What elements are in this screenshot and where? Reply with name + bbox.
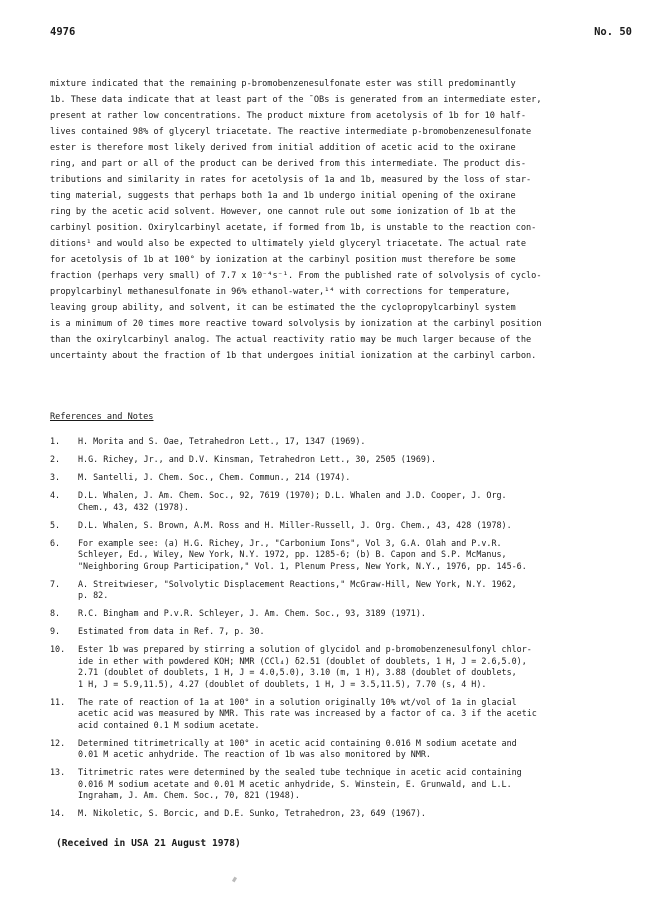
reference-number: 8. — [50, 608, 61, 618]
body-line: leaving group ability, and solvent, it can be estimated the the cyclopropylcarbinyl system — [50, 303, 516, 313]
body-line: is a minimum of 20 times more reactive toward solvolysis by ionization at the carbinyl position — [50, 319, 542, 329]
reference-text: Determined titrimetrically at 100° in acetic acid containing 0.016 M sodium acetate and 0.01 M acetic anhydride. The reaction of 1b was also monitored by NMR. — [78, 737, 517, 759]
body-line: ring by the acetic acid solvent. However, one cannot rule out some ionization of 1b at the — [50, 207, 516, 217]
reference-number: 6. — [50, 537, 61, 548]
reference-text: M. Nikoletic, S. Borcic, and D.E. Sunko, Tetrahedron, 23, 649 (1967). — [78, 808, 426, 818]
reference-number: 2. — [50, 454, 61, 464]
reference-number: 7. — [50, 578, 61, 589]
reference-number: 12. — [50, 737, 66, 748]
body-line: lives contained 98% of glyceryl triacetate. The reactive intermediate p-bromobenzenesulfonate — [50, 127, 532, 137]
reference-number: 9. — [50, 626, 61, 636]
reference-text: Ester 1b was prepared by stirring a solution of glycidol and p-bromobenzenesulfonyl chlor- ide in ether with powdered KOH; NMR (CCl₄) δ2.51 (doublet of doublets, 1 H, J = 2.6,5.0), 2.71 (doublet of doublets, 1 H, J = 4.0,5.0), 3.10 (m, 1 H), 3.88 (doublet of doublets, 1 H, J = 5.9,11.5), 4.27 (doublet of doublets, 1 H, J = 3.5,11.5), 7.70 (s, 4 H). — [78, 644, 532, 689]
reference-text: H.G. Richey, Jr., and D.V. Kinsman, Tetrahedron Lett., 30, 2505 (1969). — [78, 454, 436, 464]
body-line: carbinyl position. Oxirylcarbinyl acetate, if formed from 1b, is unstable to the reaction con- — [50, 223, 537, 233]
body-line: ditions¹ and would also be expected to ultimately yield glyceryl triacetate. The actual rate — [50, 239, 526, 249]
reference-text: M. Santelli, J. Chem. Soc., Chem. Commun., 214 (1974). — [78, 472, 351, 482]
reference-item — [50, 579, 650, 602]
reference-number: 3. — [50, 472, 61, 482]
reference-number: 14. — [50, 808, 66, 818]
reference-item — [50, 626, 650, 638]
body-paragraph — [50, 76, 650, 364]
received-date: (Received in USA 21 August 1978) — [56, 838, 241, 849]
references-heading: References and Notes — [50, 412, 154, 422]
reference-item — [50, 697, 650, 732]
reference-text: R.C. Bingham and P.v.R. Schleyer, J. Am. Chem. Soc., 93, 3189 (1971). — [78, 608, 426, 618]
body-line: propylcarbinyl methanesulfonate in 96% ethanol-water,¹⁴ with corrections for temperature, — [50, 287, 511, 297]
reference-item — [50, 520, 650, 532]
body-line: than the oxirylcarbinyl analog. The actual reactivity ratio may be much larger because of the — [50, 335, 532, 345]
body-line: ring, and part or all of the product can be derived from this intermediate. The product dis- — [50, 159, 526, 169]
reference-text: D.L. Whalen, J. Am. Chem. Soc., 92, 7619 (1970); D.L. Whalen and J.D. Cooper, J. Org. Chem., 43, 432 (1978). — [78, 490, 507, 512]
reference-item — [50, 454, 650, 466]
body-line: fraction (perhaps very small) of 7.7 x 10⁻⁴s⁻¹. From the published rate of solvolysis of cyclo- — [50, 271, 542, 281]
reference-item — [50, 490, 650, 513]
reference-text: The rate of reaction of 1a at 100° in a solution originally 10% wt/vol of 1a in glacial acetic acid was measured by NMR. This rate was increased by a factor of ca. 3 if the acetic acid contained 0.1 M sodium acetate. — [78, 696, 537, 730]
reference-text: Estimated from data in Ref. 7, p. 30. — [78, 626, 265, 636]
reference-item — [50, 767, 650, 802]
reference-item — [50, 808, 650, 820]
reference-item — [50, 608, 650, 620]
reference-text: D.L. Whalen, S. Brown, A.M. Ross and H. Miller-Russell, J. Org. Chem., 43, 428 (1978). — [78, 519, 512, 530]
reference-item — [50, 472, 650, 484]
body-line: 1b. These data indicate that at least part of the ¯OBs is generated from an intermediate ester, — [50, 95, 542, 105]
body-line: uncertainty about the fraction of 1b that undergoes initial ionization at the carbinyl carbon. — [50, 351, 537, 361]
reference-item — [50, 538, 650, 573]
body-line: ester is therefore most likely derived from initial addition of acetic acid to the oxirane — [50, 143, 516, 153]
reference-number: 11. — [50, 696, 66, 707]
reference-text: Titrimetric rates were determined by the sealed tube technique in acetic acid containing 0.016 M sodium acetate and 0.01 M acetic anhydride, S. Winstein, E. Grunwald, and L.L. Ingraham, J. Am. Chem. Soc., 70, 821 (1948). — [78, 767, 522, 800]
reference-number: 13. — [50, 767, 66, 777]
reference-text: For example see: (a) H.G. Richey, Jr., "Carbonium Ions", Vol 3, G.A. Olah and P.v.R. Schleyer, Ed., Wiley, New York, N.Y. 1972, pp. 1285-6; (b) B. Capon and S.P. McManus, "Neighboring Group Participation," Vol. 1, Plenum Press, New York, N.Y., 1976, pp. 145-6. — [78, 537, 527, 571]
body-line: present at rather low concentrations. The product mixture from acetolysis of 1b for 10 half- — [50, 111, 526, 121]
page-number: 4976 — [50, 26, 76, 38]
reference-text: A. Streitwieser, "Solvolytic Displacement Reactions," McGraw-Hill, New York, N.Y. 1962, p. 82. — [78, 578, 517, 600]
body-line: mixture indicated that the remaining p-bromobenzenesulfonate ester was still predominantly — [50, 79, 516, 89]
body-line: tributions and similarity in rates for acetolysis of 1a and 1b, measured by the loss of star- — [50, 175, 532, 185]
reference-item — [50, 436, 650, 448]
reference-text: H. Morita and S. Oae, Tetrahedron Lett., 17, 1347 (1969). — [78, 436, 366, 446]
reference-item — [50, 738, 650, 761]
reference-number: 5. — [50, 519, 61, 530]
body-line: for acetolysis of 1b at 100° by ionization at the carbinyl position must therefore be some — [50, 255, 516, 265]
reference-number: 1. — [50, 436, 61, 446]
scan-smudge — [232, 877, 237, 883]
body-line: ting material, suggests that perhaps both 1a and 1b undergo initial opening of the oxirane — [50, 191, 516, 201]
reference-number: 4. — [50, 490, 61, 500]
issue-number: No. 50 — [594, 26, 632, 38]
reference-item — [50, 644, 650, 690]
references-list — [50, 436, 650, 826]
reference-number: 10. — [50, 644, 66, 654]
